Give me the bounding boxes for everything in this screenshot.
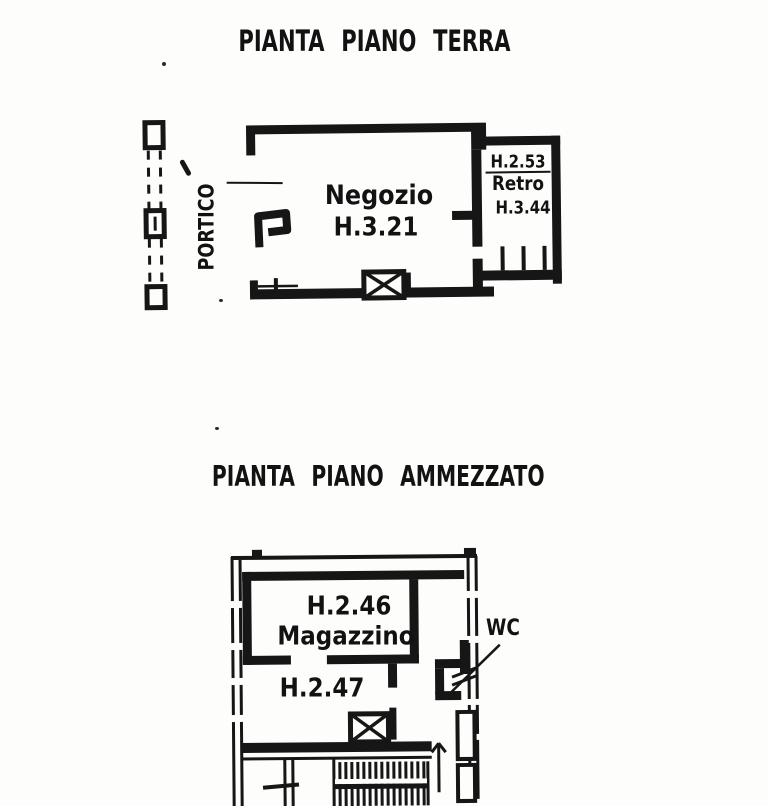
elevator-shaft-symbol <box>364 272 411 299</box>
stair-direction-arrow <box>432 743 446 792</box>
portico-colonnade <box>145 123 165 308</box>
entrance-door-symbol <box>258 213 287 247</box>
corner-block <box>464 548 476 556</box>
backroom-upper-height-label: H.2.53 <box>490 151 546 173</box>
scan-speck <box>219 299 223 302</box>
scan-speck <box>215 427 219 430</box>
ground-floor-title: PIANTA PIANO TERRA <box>238 24 511 59</box>
landing-edge-line <box>242 757 432 759</box>
storage-height-label: H.2.46 <box>306 591 392 621</box>
right-wall-window <box>457 712 474 759</box>
storage-room-label: Magazzino <box>277 621 415 651</box>
mezzanine-title: PIANTA PIANO AMMEZZATO <box>211 460 545 494</box>
wc-leader-line <box>449 645 500 694</box>
right-wall-window <box>458 765 475 801</box>
lower-wall-fragment <box>263 759 299 806</box>
backroom-height-label: H.3.44 <box>495 197 551 219</box>
shop-top-wall <box>246 123 486 156</box>
shop-height-label: H.3.21 <box>333 212 419 242</box>
shop-backroom-divider-wall <box>451 150 483 290</box>
scan-speck <box>162 62 166 66</box>
backroom-window-ticks <box>502 246 544 271</box>
shop-room-label: Negozio <box>324 180 434 212</box>
storefront-edge-line <box>227 182 283 184</box>
scan-tick-mark <box>182 162 188 173</box>
staircase <box>334 757 428 806</box>
wc-label: WC <box>486 614 520 641</box>
elevator-shaft-symbol <box>350 708 396 742</box>
open-area-height-label: H.2.47 <box>279 673 365 703</box>
corner-block <box>252 550 262 558</box>
mezzanine-bottom-wall <box>242 741 432 753</box>
portico-label: PORTICO <box>193 183 219 271</box>
backroom-name-label: Retro <box>492 171 544 196</box>
